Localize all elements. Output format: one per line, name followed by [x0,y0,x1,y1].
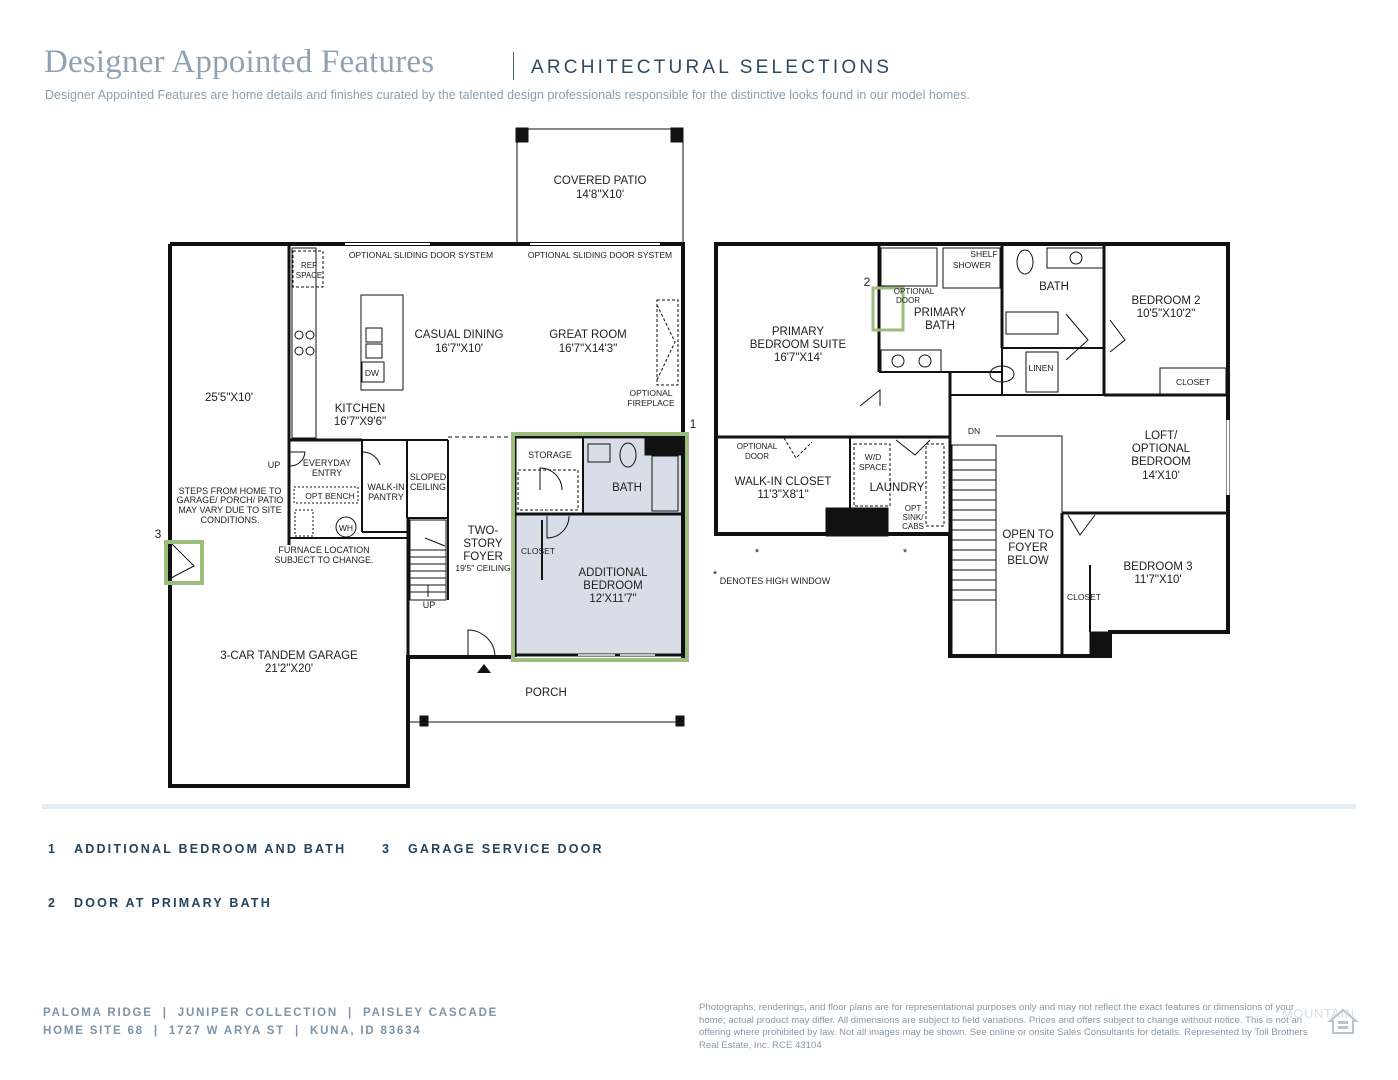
foyer-label: STORY [463,538,503,550]
closet-label-1: CLOSET [520,546,556,556]
bedroom2-label: BEDROOM 2 [1131,295,1201,307]
optional-door-label-2: DOOR [745,452,769,461]
primary-bath-label: BATH [925,320,955,332]
walk-in-closet-dims: 11'3"X8'1" [757,489,809,501]
walk-in-closet-label: WALK-IN CLOSET [734,476,832,488]
second-floor-stairs [952,445,996,655]
porch-label: PORCH [525,687,567,699]
opt-bench-label: OPT BENCH [305,491,355,501]
open-to-foyer-label: FOYER [1008,542,1048,554]
great-room-dims: 16'7"X14'3" [558,343,618,355]
bath-label-1: BATH [612,482,642,494]
sink-1 [366,328,382,342]
equal-housing-icon [1326,1005,1360,1039]
home-site-line: HOME SITE 68 | 1727 W ARYA ST | KUNA, ID 83634 [43,1025,422,1037]
bedroom2-dims: 10'5"X10'2" [1136,308,1196,320]
everyday-entry-label: EVERYDAY [302,458,352,468]
additional-bedroom-label: BEDROOM [583,580,643,592]
feature-label: ADDITIONAL BEDROOM AND BATH [74,842,347,856]
ref-space-label: REF [301,261,317,270]
primary-bath-label: PRIMARY [913,307,967,319]
fireplace-label: FIREPLACE [627,398,675,408]
sink-2 [366,344,382,358]
entry-arrow [477,664,491,673]
sliding-door-label-1: OPTIONAL SLIDING DOOR SYSTEM [348,250,494,260]
feature-item-3 [382,842,604,856]
primary-suite-dims: 16'7"X14' [773,352,823,364]
page-subtitle: ARCHITECTURAL SELECTIONS [531,57,893,78]
garage-label: 3-CAR TANDEM GARAGE [220,650,358,662]
steps-note: GARAGE/ PORCH/ PATIO [176,495,284,505]
dn-label: DN [967,426,981,436]
vanity-1 [881,350,941,372]
loft-label: OPTIONAL [1131,443,1191,455]
feature-number: 1 [48,842,58,856]
storage-label: STORAGE [528,450,572,460]
kitchen-dims: 16'7"X9'6" [333,416,387,428]
callout-3-number: 3 [154,527,162,541]
optional-door-label: OPTIONAL [893,287,935,296]
optional-door-label: DOOR [896,296,920,305]
great-room-label: GREAT ROOM [549,329,627,341]
first-floor-plan [166,128,687,786]
brand-watermark: MOUNTAIN [1282,1006,1355,1021]
kitchen-label: KITCHEN [334,403,386,415]
first-floor-stairs [410,520,446,600]
high-window-asterisk: * [902,547,908,559]
foyer-label: FOYER [463,551,503,563]
garage-service-door [171,543,194,578]
steps-note: MAY VARY DUE TO SITE [178,505,282,515]
feature-item-1 [48,842,346,856]
feature-number: 3 [382,842,392,856]
sloped-ceiling-label: CEILING [409,482,447,492]
wd-space-label: W/D [864,452,882,462]
shelf-unit [295,510,313,536]
storage-door [540,468,562,490]
shelf-label: SHELF [970,249,998,259]
feature-number: 2 [48,896,58,910]
steps-note: CONDITIONS. [200,515,260,525]
community-line: PALOMA RIDGE | JUNIPER COLLECTION | PAISLEY CASCADE [43,1007,499,1019]
front-door-swing [468,630,495,657]
primary-suite-label: BEDROOM SUITE [749,339,847,351]
ref-space-label: SPACE [295,271,323,280]
primary-suite-label: PRIMARY [771,326,825,338]
high-window-asterisk: * [712,569,718,581]
open-to-foyer-label: BELOW [1007,555,1049,567]
additional-bedroom-label: ADDITIONAL [578,567,648,579]
up-label-2: UP [422,600,436,610]
foyer-ceiling-label: 19'5" CEILING [455,563,511,573]
dw-label: DW [364,368,380,378]
pantry-label: WALK-IN [367,482,405,492]
foyer-label: TWO- [467,525,499,537]
loft-label: BEDROOM [1131,456,1191,468]
opt-sink-label: CABS [902,522,924,531]
up-label: UP [267,460,281,470]
bedroom3-dims: 11'7"X10' [1134,574,1182,586]
laundry-label: LAUNDRY [869,482,925,494]
callout-1-number: 1 [689,417,697,431]
casual-dining-dims: 16'7"X10' [434,343,484,355]
linen-label: LINEN [1028,363,1054,373]
fireplace-label: OPTIONAL [629,388,673,398]
high-window-asterisk: * [754,547,760,559]
furnace-note: SUBJECT TO CHANGE. [274,555,374,565]
steps-note: STEPS FROM HOME TO [178,486,282,496]
wh-label: WH [338,523,354,533]
covered-patio-label: COVERED PATIO [553,175,647,187]
page-description: Designer Appointed Features are home details and finishes curated by the talented design professionals responsible for the distinctive looks found in our model homes. [45,88,970,102]
primary-tub [881,248,937,286]
section-divider [42,804,1356,809]
legal-disclaimer: Photographs, renderings, and floor plans are for representational purposes only and may not reflect the exact features or dimensions of your home; actual product may differ. All dimensions are subject to field variations. Prices and offers subject to change without notice. This is not an offering where prohibited by law. Not all images may be shown. See online or onsite Sales Consultants for details. Represented by Toll Brothers Real Estate, Inc. RCE 43104 [699,1002,1308,1051]
furnace-note: FURNACE LOCATION [278,545,370,555]
casual-dining-label: CASUAL DINING [414,329,504,341]
wd-space-label: SPACE [858,462,888,472]
sloped-ceiling-label: SLOPED [409,472,447,482]
covered-patio-dims: 14'8"X10' [575,189,625,201]
garage-top-dims: 25'5"X10' [204,392,254,404]
high-window-note: DENOTES HIGH WINDOW [719,576,831,586]
bedroom3-label: BEDROOM 3 [1123,561,1193,573]
bath-label-2: BATH [1039,281,1069,293]
patio-post [516,128,528,142]
feature-label: GARAGE SERVICE DOOR [408,842,604,856]
opt-sink-label: OPT [904,504,922,513]
loft-dims: 14'X10' [1142,470,1180,482]
loft-label: LOFT/ [1144,430,1178,442]
closet-label-b2: CLOSET [1175,377,1211,387]
garage-dims: 21'2"X20' [264,663,314,675]
opt-sink-label: SINK/ [902,513,924,522]
optional-door-label-2: OPTIONAL [736,442,778,451]
shower-label: SHOWER [952,260,992,270]
patio-post [671,128,683,142]
callout-2-number: 2 [863,275,871,289]
everyday-entry-label: ENTRY [311,468,343,478]
additional-bedroom-dims: 12'X11'7" [589,593,637,605]
pantry-label: PANTRY [368,492,404,502]
sliding-door-label-2: OPTIONAL SLIDING DOOR SYSTEM [527,250,673,260]
feature-item-2 [48,896,272,910]
closet-label-b3: CLOSET [1066,592,1102,602]
open-to-foyer-label: OPEN TO [1002,529,1054,541]
feature-label: DOOR AT PRIMARY BATH [74,896,272,910]
page-title: Designer Appointed Features [44,44,435,80]
